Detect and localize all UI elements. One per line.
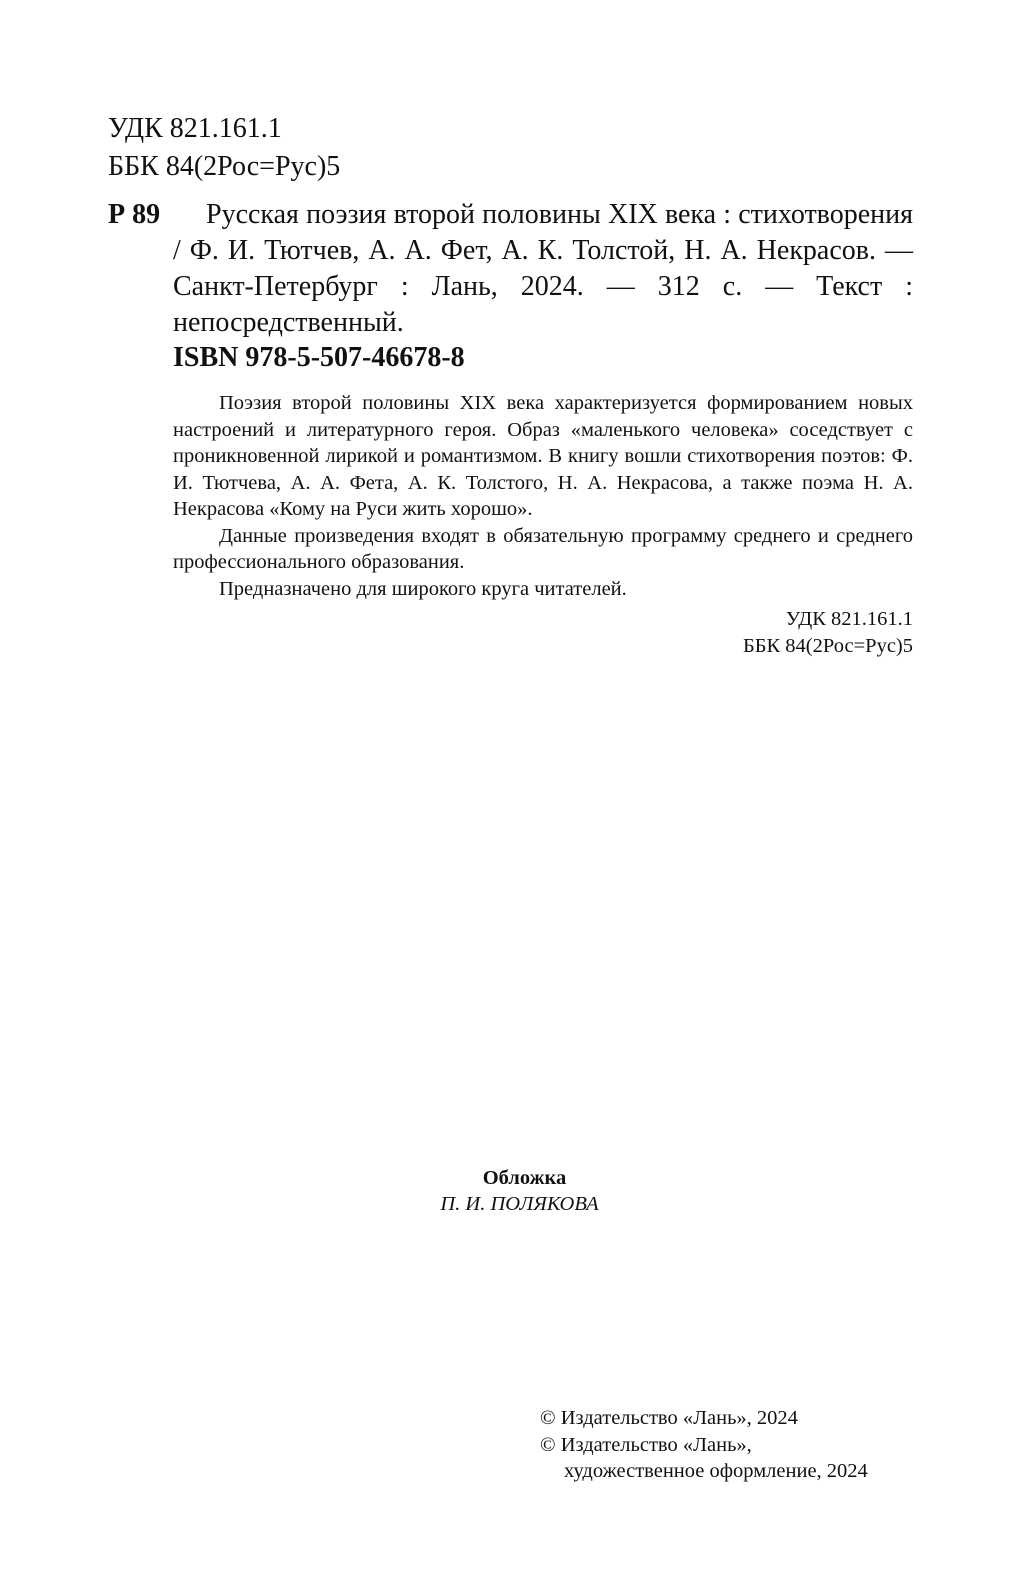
author-mark: Р 89: [108, 199, 161, 230]
bbk-code: ББК 84(2Рос=Рус)5: [742, 634, 913, 657]
classification-top: [108, 110, 340, 186]
bibliographic-entry: [108, 197, 913, 341]
copyright-line: © Издательство «Лань»,: [540, 1433, 752, 1456]
copyright-line: художественное оформление, 2024: [564, 1460, 868, 1482]
udk-code: УДК 821.161.1: [108, 113, 282, 144]
cover-label: Обложка: [482, 1167, 567, 1189]
cover-designer: П. И. ПОЛЯКОВА: [440, 1193, 599, 1215]
bbk-code: ББК 84(2Рос=Рус)5: [108, 151, 341, 182]
bibliographic-description: Русская поэзия второй половины XIX века : стихотворения / Ф. И. Тютчев, А. А. Фет, А. К. Толстой, Н. А. Некрасов. — Санкт-Петербург : Лань, 2024. — 312 с. — Текст : непосредственный.: [173, 199, 913, 338]
isbn: ISBN 978-5-507-46678-8: [173, 342, 465, 373]
copyright-line: © Издательство «Лань», 2024: [540, 1407, 798, 1429]
annotation-paragraph: Поэзия второй половины XIX века характеризуется формированием новых настроений и литературного героя. Образ «маленького человека» соседствует с проникновенной лирикой и романтизмом. В книгу вошли стихотворения поэтов: Ф. И. Тютчева, А. А. Фета, А. К. Толстого, Н. А. Некрасова, а также поэма Н. А. Некрасова «Кому на Руси жить хорошо».: [173, 392, 913, 520]
cover-credit: [0, 1165, 1025, 1217]
copyright-block: [540, 1405, 868, 1485]
udk-code: УДК 821.161.1: [785, 608, 913, 630]
annotation-paragraph: Данные произведения входят в обязательную программу среднего и среднего профессионального образования.: [173, 524, 913, 573]
annotation: [173, 390, 913, 602]
classification-bottom: [600, 606, 913, 659]
annotation-paragraph: Предназначено для широкого круга читателей.: [219, 577, 627, 600]
